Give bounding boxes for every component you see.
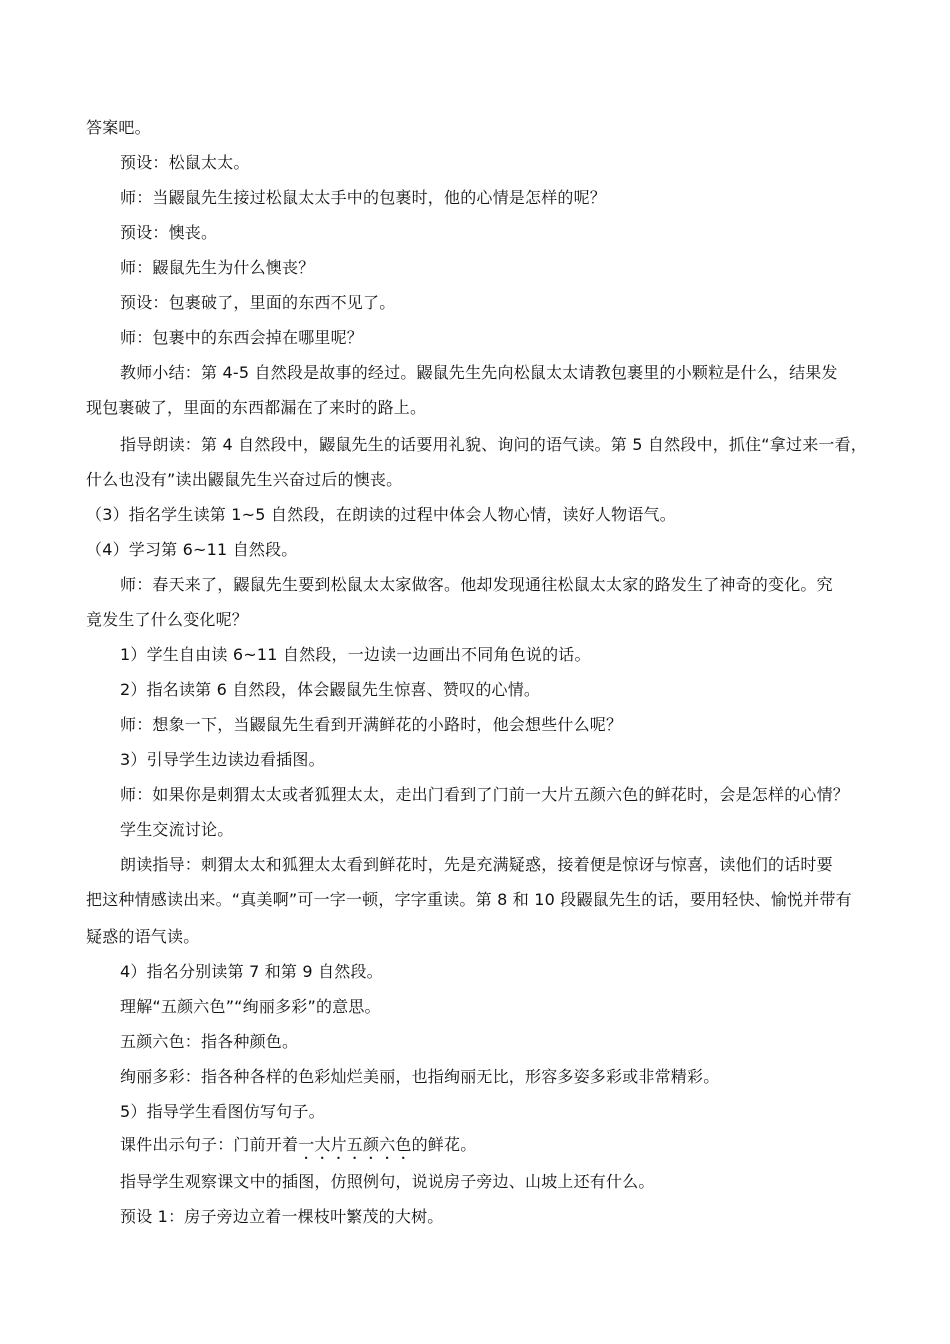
sentence-prefix: 课件出示句子：门前开着 xyxy=(120,1135,299,1154)
text-line: 2）指名读第 6 自然段，体会鼹鼠先生惊喜、赞叹的心情。 xyxy=(120,680,541,699)
text-line: 把这种情感读出来。“真美啊”可一字一顿，字字重读。第 8 和 10 段鼹鼠先生的话，要用轻快、愉悦并带有 xyxy=(86,890,852,909)
text-line: 师：鼹鼠先生为什么懊丧？ xyxy=(120,258,315,277)
text-line: 师：春天来了，鼹鼠先生要到松鼠太太家做客。他却发现通往松鼠太太家的路发生了神奇的变化。究 xyxy=(120,575,833,594)
text-line: 预设：懊丧。 xyxy=(120,223,218,242)
text-line: 3）引导学生边读边看插图。 xyxy=(120,750,325,769)
text-line: （3）指名学生读第 1~5 自然段，在朗读的过程中体会人物心情，读好人物语气。 xyxy=(86,505,676,524)
text-line: 预设：松鼠太太。 xyxy=(120,153,250,172)
text-line: 师：当鼹鼠先生接过松鼠太太手中的包裹时，他的心情是怎样的呢？ xyxy=(120,188,607,207)
text-line: 预设 1：房子旁边立着一棵枝叶繁茂的大树。 xyxy=(120,1207,444,1226)
text-line: 疑惑的语气读。 xyxy=(86,927,200,946)
text-line: （4）学习第 6~11 自然段。 xyxy=(86,540,298,559)
text-line: 竟发生了什么变化呢？ xyxy=(86,610,249,629)
text-line: 指导学生观察课文中的插图，仿照例句，说说房子旁边、山坡上还有什么。 xyxy=(120,1172,655,1191)
sentence-suffix: 的鲜花。 xyxy=(411,1135,477,1154)
text-line: 师：包裹中的东西会掉在哪里呢？ xyxy=(120,328,364,347)
text-line: 师：想象一下，当鼹鼠先生看到开满鲜花的小路时，他会想些什么呢？ xyxy=(120,715,623,734)
text-line: 学生交流讨论。 xyxy=(120,820,234,839)
text-line: 绚丽多彩：指各种各样的色彩灿烂美丽，也指绚丽无比，形容多姿多彩或非常精彩。 xyxy=(120,1067,720,1086)
emphasized-phrase: 一大片五颜六色 xyxy=(298,1135,412,1154)
text-line: 师：如果你是刺猬太太或者狐狸太太，走出门看到了门前一大片五颜六色的鲜花时，会是怎样的心情？ xyxy=(120,785,850,804)
text-line-emphasis xyxy=(120,1135,476,1163)
text-line: 5）指导学生看图仿写句子。 xyxy=(120,1102,325,1121)
text-line: 指导朗读：第 4 自然段中，鼹鼠先生的话要用礼貌、询问的语气读。第 5 自然段中，抓住“拿过来一看， xyxy=(120,435,867,454)
text-line: 预设：包裹破了，里面的东西不见了。 xyxy=(120,293,396,312)
text-line: 什么也没有”读出鼹鼠先生兴奋过后的懊丧。 xyxy=(86,470,403,489)
text-line: 现包裹破了，里面的东西都漏在了来时的路上。 xyxy=(86,398,427,417)
text-line: 五颜六色：指各种颜色。 xyxy=(120,1032,299,1051)
text-line: 4）指名分别读第 7 和第 9 自然段。 xyxy=(120,962,383,981)
text-line: 朗读指导：刺猬太太和狐狸太太看到鲜花时，先是充满疑惑，接着便是惊讶与惊喜，读他们的话时要 xyxy=(120,855,833,874)
text-line: 教师小结：第 4-5 自然段是故事的经过。鼹鼠先生先向松鼠太太请教包裹里的小颗粒是什么，结果发 xyxy=(120,363,838,382)
text-line: 答案吧。 xyxy=(86,118,151,137)
text-line: 1）学生自由读 6~11 自然段，一边读一边画出不同角色说的话。 xyxy=(120,645,591,664)
text-line: 理解“五颜六色”“绚丽多彩”的意思。 xyxy=(120,997,381,1016)
